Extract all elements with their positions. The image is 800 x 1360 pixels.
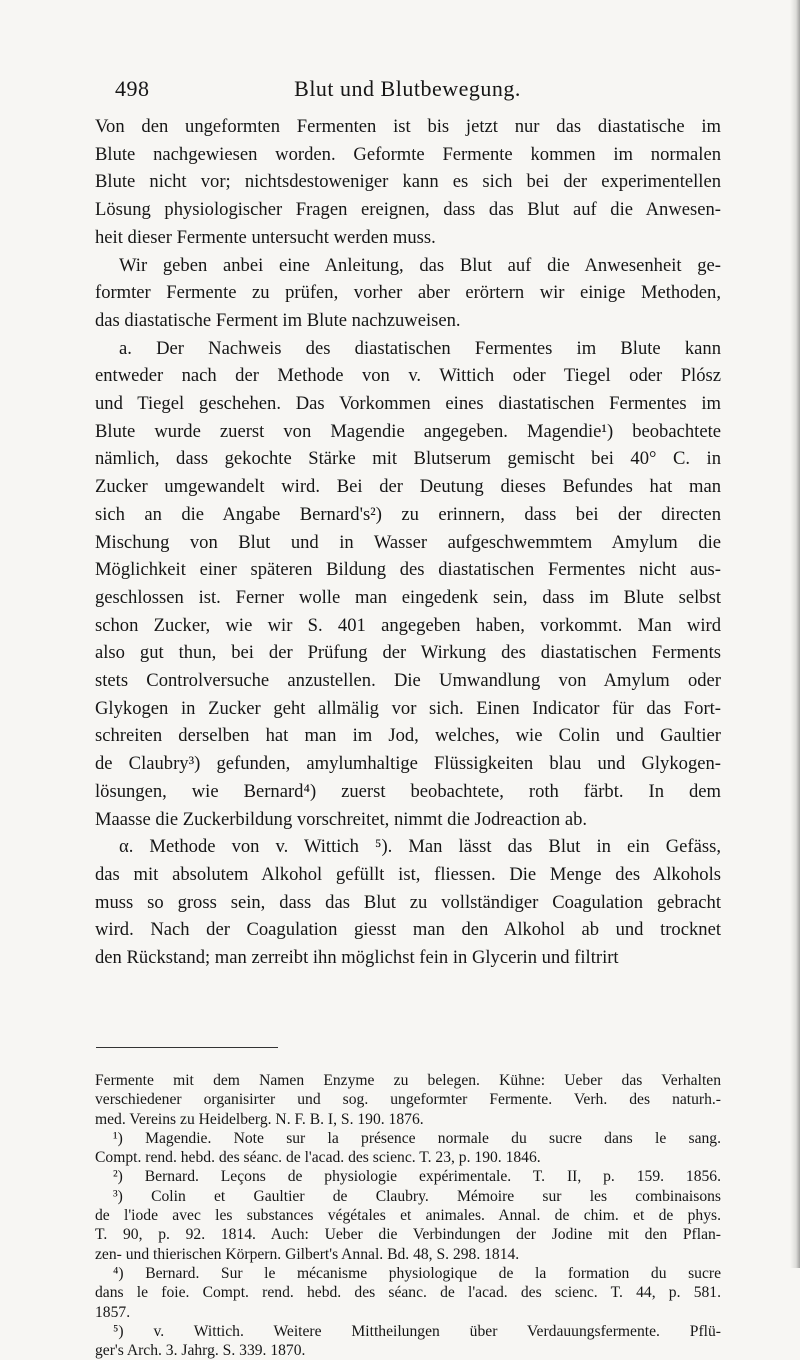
footnote-line: verschiedener organisirter und sog. ungeformter Fermente. Verh. des naturh.-: [95, 1091, 721, 1109]
body-line: Wir geben anbei eine Anleitung, das Blut auf die Anwesenheit ge-: [119, 254, 721, 276]
footnote-line: Fermente mit dem Namen Enzyme zu belegen. Kühne: Ueber das Verhalten: [95, 1072, 721, 1089]
body-line: Glykogen in Zucker geht allmälig vor sich. Einen Indicator für das Fort-: [95, 697, 721, 719]
body-line: formter Fermente zu prüfen, vorher aber erörtern wir einige Methoden,: [95, 282, 721, 304]
body-line: Blute wurde zuerst von Magendie angegeben. Magendie¹) beobachtete: [95, 420, 721, 442]
page-number: 498: [115, 76, 150, 101]
body-line: den Rückstand; man zerreibt ihn möglichst fein in Glycerin und filtrirt: [95, 947, 619, 969]
page-edge-shadow: [790, 0, 800, 1268]
page-header: [95, 72, 720, 102]
footnote-line: de l'iode avec les substances végétales et animales. Annal. de chim. et de phys.: [95, 1207, 721, 1225]
body-text: [95, 113, 721, 972]
footnote-line: 1857.: [95, 1303, 131, 1321]
body-line: nämlich, dass gekochte Stärke mit Blutserum gemischt bei 40° C. in: [95, 448, 721, 470]
body-line: Zucker umgewandelt wird. Bei der Deutung dieses Befundes hat man: [95, 476, 721, 498]
body-line: und Tiegel geschehen. Das Vorkommen eines diastatischen Fermentes im: [95, 393, 721, 415]
body-line: Blute nachgewiesen worden. Geformte Fermente kommen im normalen: [95, 143, 721, 165]
footnote-line: ⁴) Bernard. Sur le mécanisme physiologique de la formation du sucre: [113, 1264, 721, 1282]
footnote-line: dans le foie. Compt. rend. hebd. des séanc. de l'acad. des scienc. T. 44, p. 581.: [95, 1284, 721, 1302]
footnote-line: Compt. rend. hebd. des séanc. de l'acad. des scienc. T. 23, p. 190. 1846.: [95, 1149, 541, 1167]
body-line: geschlossen ist. Ferner wolle man eingedenk sein, dass im Blute selbst: [95, 586, 721, 608]
body-line: stets Controlversuche anzustellen. Die Umwandlung von Amylum oder: [95, 670, 721, 692]
body-line: Blute nicht vor; nichtsdestoweniger kann es sich bei der experimentellen: [95, 171, 721, 193]
body-line: das diastatische Ferment im Blute nachzuweisen.: [95, 309, 461, 331]
footnote-line: ²) Bernard. Leçons de physiologie expérimentale. T. II, p. 159. 1856.: [113, 1168, 721, 1186]
body-line: Mischung von Blut und in Wasser aufgeschwemmtem Amylum die: [95, 531, 721, 553]
footnote-line: ger's Arch. 3. Jahrg. S. 339. 1870.: [95, 1342, 306, 1360]
body-line: Maasse die Zuckerbildung vorschreitet, nimmt die Jodreaction ab.: [95, 808, 588, 830]
footnotes: [95, 1071, 721, 1360]
footnote-line: ⁵) v. Wittich. Weitere Mittheilungen über Verdauungsfermente. Pflü-: [113, 1322, 721, 1340]
body-line: das mit absolutem Alkohol gefüllt ist, fliessen. Die Menge des Alkohols: [95, 863, 721, 885]
footnote-separator: [96, 1047, 278, 1048]
body-line: Lösung physiologischer Fragen ereignen, dass das Blut auf die Anwesen-: [95, 199, 721, 221]
body-line: entweder nach der Methode von v. Wittich oder Tiegel oder Plósz: [95, 365, 721, 387]
footnote-line: ¹) Magendie. Note sur la présence normale du sucre dans le sang.: [113, 1129, 721, 1147]
footnote-line: T. 90, p. 92. 1814. Auch: Ueber die Verbindungen der Jodine mit den Pflan-: [95, 1226, 721, 1244]
body-line: de Claubry³) gefunden, amylumhaltige Flüssigkeiten blau und Glykogen-: [95, 753, 721, 775]
body-line: heit dieser Fermente untersucht werden muss.: [95, 226, 436, 248]
body-line: also gut thun, bei der Prüfung der Wirkung des diastatischen Ferments: [95, 642, 721, 664]
body-line: schreiten derselben hat man im Jod, welches, wie Colin und Gaultier: [95, 725, 721, 747]
body-line: sich an die Angabe Bernard's²) zu erinnern, dass bei der directen: [95, 503, 721, 525]
footnote-line: zen- und thierischen Körpern. Gilbert's Annal. Bd. 48, S. 298. 1814.: [95, 1245, 520, 1263]
body-line: schon Zucker, wie wir S. 401 angegeben haben, vorkommt. Man wird: [95, 614, 721, 636]
running-title: Blut und Blutbewegung.: [294, 76, 521, 101]
footnote-line: ³) Colin et Gaultier de Claubry. Mémoire sur les combinaisons: [113, 1187, 721, 1205]
body-line: α. Methode von v. Wittich ⁵). Man lässt das Blut in ein Gefäss,: [119, 836, 721, 858]
footnote-line: med. Vereins zu Heidelberg. N. F. B. I, S. 190. 1876.: [95, 1110, 424, 1128]
body-line: Von den ungeformten Fermenten ist bis jetzt nur das diastatische im: [95, 116, 721, 137]
body-line: Möglichkeit einer späteren Bildung des diastatischen Fermentes nicht aus-: [95, 559, 721, 581]
section-heading-line: a. Der Nachweis des diastatischen Fermentes im Blute kann: [119, 337, 721, 359]
body-line: wird. Nach der Coagulation giesst man den Alkohol ab und trocknet: [95, 919, 721, 941]
body-line: lösungen, wie Bernard⁴) zuerst beobachtete, roth färbt. In dem: [95, 780, 721, 802]
body-line: muss so gross sein, dass das Blut zu vollständiger Coagulation gebracht: [95, 891, 721, 913]
